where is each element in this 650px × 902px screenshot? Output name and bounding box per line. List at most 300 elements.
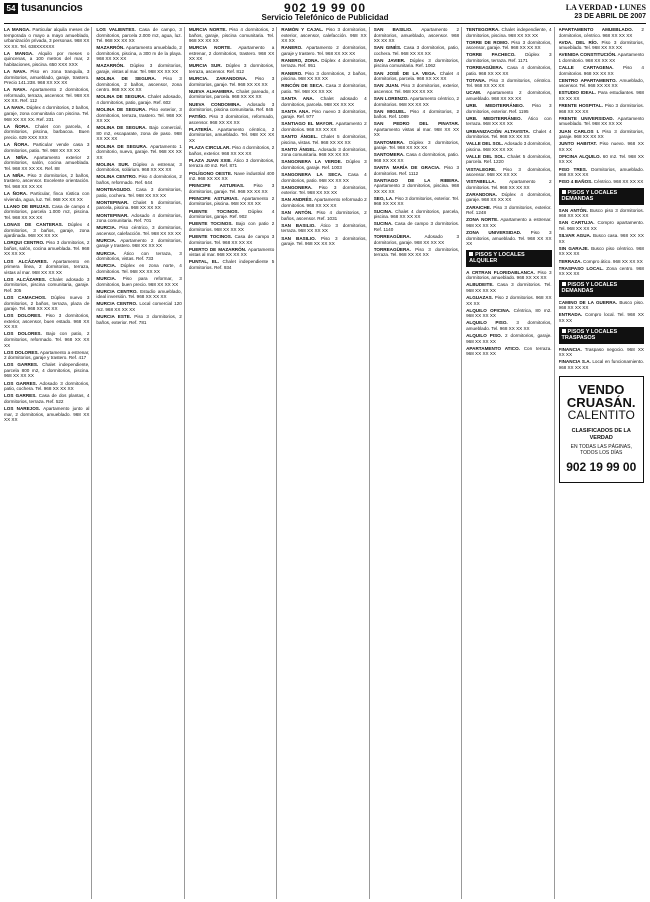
ad-body: Dúplex 4 dormitorios, garaje. 968 XX XX XX	[466, 191, 552, 203]
ad-body: Apartamento 1 dormitorio, nuevo, garaje. Tel. 968 XX XX XX	[96, 143, 182, 160]
ad-body: Apartamento junto al mar, 2 dormitorios, amueblado. 968 XX XX XX	[4, 405, 90, 423]
ad-heading: SAN JAVIER.	[373, 57, 406, 63]
ad-body: Local comercial 120 m2. 968 XX XX XX	[96, 301, 182, 312]
ad-body: Piso 3 dormitorios, garaje. Tel. 968 XX XX XX	[188, 183, 275, 194]
classified-ad	[96, 94, 181, 105]
classified-ad	[374, 83, 459, 94]
ad-heading: PLAZA CIRCULAR.	[188, 145, 231, 151]
ad-body: 3 dormitorios, amueblado. Tel. 968 XX XX XX	[466, 320, 552, 331]
ad-heading: MURCIA NORTE.	[188, 45, 232, 51]
ad-heading: SANGONERA LA SECA.	[281, 172, 343, 178]
ad-body: Local en funcionamiento. 968 XX XX XX	[558, 359, 644, 370]
ad-heading: FRENTE HOSPITAL.	[558, 103, 603, 109]
ad-body: Piso 3 dormitorios, ascensor, garaje. Tel. 968 XX XX XX	[466, 39, 552, 51]
ad-heading: SUCINA.	[373, 208, 393, 214]
ad-body: Piso 4 dormitorios. 968 XX XX XX	[558, 65, 644, 76]
ad-heading: APARTAMENTO AMUEBLADO.	[558, 27, 633, 32]
ad-heading: AVENIDA CONSTITUCIÓN.	[558, 52, 617, 58]
classified-ad	[96, 314, 181, 325]
ad-heading: MOLINA DE SEGURA.	[96, 107, 147, 113]
ad-heading: LOS DOLORES.	[4, 331, 42, 337]
ad-heading: MURCIA ESTE.	[96, 314, 132, 320]
ad-body: Piso 3 dormitorios, exterior, ascensor, calefacción. 968 XX XX XX	[281, 27, 367, 44]
ad-heading: RINCÓN DE SECA.	[281, 83, 324, 89]
ad-body: Piso 3 dormitorios, exterior. Tel. 968 XX XX XX	[281, 184, 367, 196]
ad-heading: TERRAZA.	[558, 258, 582, 264]
classified-ad	[466, 116, 551, 127]
ad-heading: SAN ANTÓN.	[558, 207, 588, 213]
ad-body: Dúplex 3 dormitorios, garaje. Tel. 968 XX XX XX	[373, 139, 460, 151]
classified-ad	[4, 124, 89, 141]
ad-heading: CENTRO APARTAMENTO.	[558, 77, 617, 83]
service-line: Servicio Telefónico de Publicidad	[261, 13, 389, 22]
classified-ad	[466, 308, 551, 319]
classified-ad	[189, 234, 274, 245]
classified-ad	[96, 225, 181, 236]
ad-body: Para estudiantes. 968 XX XX XX	[558, 90, 644, 101]
ad-heading: PUNTAL, EL.	[188, 259, 220, 265]
classified-ad	[189, 76, 274, 87]
ad-heading: MOLINA DE SEGURA.	[96, 125, 147, 131]
ad-heading: PRINCIPE ASTURIAS.	[188, 195, 239, 201]
ad-body: Dúplex a estrenar, 3 dormitorios, solárium. 968 XX XX XX	[96, 161, 182, 173]
classified-ad	[4, 69, 89, 86]
classified-ad	[559, 90, 644, 101]
classified-ad	[374, 221, 459, 232]
ad-body: Apartamento 2 dormitorios. 968 XX XX XX	[281, 121, 367, 132]
ad-body: Busco piso céntrico. 968 XX XX XX	[558, 245, 644, 257]
column-5	[374, 27, 462, 899]
ad-heading: NUEVA ALHAMBRA.	[188, 88, 235, 94]
column-6	[466, 27, 554, 899]
classified-ad	[374, 234, 459, 245]
classified-ad	[4, 350, 89, 361]
ad-heading: LOS GARRES.	[4, 380, 38, 386]
classified-ad	[4, 173, 89, 190]
classified-ad	[4, 331, 89, 348]
ad-body: Chalet 4 dormitorios, parcela. 968 XX XX XX	[373, 70, 460, 82]
ad-body: Piso 3 dormitorios, 2 baños, trastero, ascensor. Excelente orientación. Tel. 968 XX XX XX	[4, 172, 90, 189]
classified-ad	[559, 116, 644, 127]
classified-ad	[4, 155, 89, 172]
ad-heading: PLAZA JUAN XXIII.	[188, 157, 232, 163]
ad-body: Particular, finca rústica con vivienda, agua, luz. Tel. 968 XX XX XX	[4, 191, 90, 202]
ad-body: Apartamento 2 dormitorios, piscina. 968 XX XX XX	[188, 195, 275, 207]
ad-body: Casa de dos plantas, 4 dormitorios, terraza. Ref. 522	[4, 393, 90, 404]
ad-heading: SANTO ÁNGEL.	[281, 134, 318, 140]
classified-ad	[189, 102, 274, 113]
ad-body: Apartamento 1 dormitorio. 968 XX XX XX	[558, 52, 644, 63]
classified-ad	[4, 222, 89, 239]
ad-heading: VISTALEGRE.	[466, 166, 497, 172]
ad-body: Adosado 3 dormitorios, piscina comunitaria. Ref. 845	[188, 101, 275, 113]
classified-ad	[96, 200, 181, 211]
promo-line2: CRUASÁN.	[566, 395, 636, 411]
classified-ad	[96, 63, 181, 74]
classified-ad	[466, 78, 551, 89]
ad-heading: LA NIÑA.	[4, 154, 29, 160]
promo-line6: 902 19 99 00	[566, 460, 637, 475]
ad-heading: ALGUAZAS.	[466, 295, 493, 301]
ad-body: Dúplex 3 dormitorios, garaje, vistas al mar. Tel. 968 XX XX XX	[96, 63, 182, 75]
ad-body: Adosado 3 dormitorios, piscina. 968 XX XX XX	[466, 141, 552, 152]
ad-body: Bajo comercial, 80 m2, escaparate, zona de paso. 968 XX XX XX	[96, 125, 182, 142]
ad-heading: SANTOMERA.	[373, 152, 405, 158]
ad-heading: A CRTRAN FLORIDABLANCA.	[466, 269, 535, 275]
ad-body: Compro ático. 968 XX XX XX	[581, 258, 643, 264]
ad-heading: TOTANA.	[466, 77, 487, 83]
ad-heading: LOS VALIENTES.	[96, 27, 136, 32]
classified-ad	[374, 178, 459, 195]
ad-body: Apartamento 2 dormitorios. Tel. 968 XX XX XX	[466, 179, 552, 190]
column-1	[4, 27, 92, 899]
classified-ad	[281, 210, 366, 221]
ad-body: Piso 3 dormitorios, amueblado. Tel. 968 XX XX XX	[558, 39, 644, 51]
ad-body: Piso nuevo 3 dormitorios, garaje. Ref. 977	[281, 108, 367, 120]
classified-ad	[374, 58, 459, 69]
ad-body: Chalet independiente, 4 dormitorios, piscina. 968 XX XX XX	[466, 27, 552, 38]
ad-body: Piso 3 dormitorios, 2 baños, exterior. Ref. 781	[96, 314, 182, 325]
classified-ad	[559, 52, 644, 63]
classified-ad	[96, 213, 181, 224]
classified-ad	[281, 236, 366, 247]
classified-ad	[96, 76, 181, 93]
classified-ad	[559, 129, 644, 140]
ad-heading: MOLINA DE SEGURA.	[96, 76, 157, 82]
ad-body: Zona centro. 968 XX XX XX	[558, 265, 644, 277]
ad-heading: LA ÑORA.	[4, 123, 30, 129]
ad-heading: FINANCIA S.A.	[558, 359, 591, 365]
classified-ad	[559, 103, 644, 114]
classified-ad	[374, 152, 459, 163]
classified-ad	[374, 209, 459, 220]
classified-ad	[281, 45, 366, 56]
ad-body: Céntrica, 80 m2. 968 XX XX XX	[466, 307, 552, 319]
classified-ad	[96, 162, 181, 173]
ad-heading: SAN BASILIO.	[281, 222, 316, 228]
classified-ad	[559, 27, 644, 38]
ad-heading: SANTO ÁNGEL.	[281, 146, 317, 152]
ad-body: Chalet adosado 4 dormitorios, parcela. 968 XX XX XX	[281, 95, 367, 107]
classified-columns	[4, 27, 646, 899]
classified-ad	[281, 185, 366, 196]
ad-body: Ático con terraza, 3 dormitorios, vistas. Ref. 733	[96, 250, 182, 262]
classified-ad	[189, 27, 274, 44]
classified-ad	[466, 217, 551, 228]
ad-body: Apartamento a estrenar, 2 dormitorios, garaje y trastero. Ref. 417	[4, 349, 90, 361]
ad-heading: LOS GARRES.	[4, 393, 37, 399]
promo-line1: VENDO	[578, 382, 625, 398]
classified-ad	[559, 359, 644, 370]
ad-heading: SAN CARTUJA.	[558, 220, 595, 226]
ad-heading: SANTIAGO DE LA RIBERA.	[373, 177, 460, 183]
section-marker-icon	[562, 282, 566, 286]
classified-ad	[559, 259, 644, 265]
ad-heading: FINANCIA.	[558, 346, 582, 352]
ad-body: Dúplex en zona norte, 4 dormitorios. Tel. 968 XX XX XX	[96, 263, 182, 274]
classified-ad	[4, 204, 89, 221]
ad-heading: APARTAMENTO ATICO.	[466, 345, 520, 351]
ad-heading: UCAM.	[466, 90, 482, 96]
ad-heading: URBANIZACIÓN ALTAVISTA.	[466, 128, 530, 134]
ad-body: Bajo con patio, 2 dormitorios, reformado. Tel. 968 XX XX XX	[4, 331, 90, 348]
section-header	[466, 250, 551, 267]
classified-ad	[559, 233, 644, 244]
section-title: PISOS Y LOCALES TRASPASOS	[561, 328, 618, 342]
classified-ad	[4, 240, 89, 257]
classified-ad	[466, 90, 551, 101]
ad-heading: LOS CAMACHOS.	[4, 294, 47, 300]
classified-ad	[466, 230, 551, 247]
classified-ad	[466, 179, 551, 190]
classified-ad	[281, 121, 366, 132]
classified-ad	[4, 105, 89, 122]
ad-heading: MONTEPINAR.	[96, 212, 129, 218]
classified-ad	[96, 251, 181, 262]
classified-ad	[96, 107, 181, 124]
ad-heading: TENTEGORRA.	[466, 27, 500, 32]
classified-ad	[281, 197, 366, 208]
ad-body: Dúplex 3 dormitorios, terraza, ascensor. Ref. 812	[188, 63, 275, 75]
ad-body: Estudio amueblado, ideal inversión. Tel. 968 XX XX XX	[96, 288, 182, 300]
classified-ad	[466, 192, 551, 203]
classified-ad	[96, 27, 181, 44]
classified-ad	[189, 127, 274, 144]
ad-heading: MURCIA.	[96, 263, 117, 269]
ad-heading: SANGONERA LA VERDE.	[281, 159, 342, 165]
classified-ad	[189, 247, 274, 258]
classified-ad	[374, 96, 459, 107]
classified-ad	[4, 51, 89, 68]
classified-ad	[96, 301, 181, 312]
ad-body: Apartamento 2 dormitorios, piscina. 968 XX XX XX	[373, 183, 460, 194]
ad-heading: PLATERÍA.	[188, 126, 213, 132]
ad-heading: LONAS DE CANTERAS.	[4, 222, 63, 228]
classified-ad	[4, 295, 89, 312]
ad-heading: ZARAICHE.	[466, 204, 492, 210]
ad-body: Adosado 3 dormitorios, garaje. 968 XX XX XX	[373, 233, 460, 245]
classified-ad	[281, 147, 366, 158]
column-4	[281, 27, 369, 899]
ad-heading: MURCIA.	[96, 237, 117, 243]
ad-heading: LOS DOLORES.	[4, 313, 42, 319]
classified-ad	[559, 246, 644, 257]
classified-ad	[281, 83, 366, 94]
ad-body: Piso 3 dormitorios, garaje. Tel. 968 XX XX XX	[188, 76, 275, 87]
ad-heading: SAN ANTÓN.	[281, 210, 313, 216]
ad-body: Casa de campo, 3 dormitorios, parcela 2.000 m2, agua, luz. Tel. 968 XX XX XX	[96, 27, 182, 44]
ad-heading: LOS GARRES.	[4, 362, 39, 368]
ad-body: Dúplex 4 dormitorios, garaje. Ref. 902	[188, 208, 275, 220]
ad-body: Adosado 4 dormitorios, zona comunitaria. Ref. 701	[96, 212, 182, 224]
ad-heading: LA NAVA.	[4, 87, 27, 93]
classified-ad	[96, 276, 181, 287]
classified-ad	[96, 238, 181, 249]
page-header	[4, 2, 646, 24]
ad-body: Chalet independiente, parcela 800 m2, 4 dormitorios, piscina. 968 XX XX XX	[4, 362, 90, 379]
ad-body: Casa 4 dormitorios, patio. 968 XX XX XX	[373, 152, 460, 163]
classified-ad	[559, 266, 644, 277]
ad-heading: RANERO.	[281, 45, 303, 51]
ad-heading: TORRE DE ROMO.	[466, 39, 509, 45]
promo-line5: EN TODAS LAS PÁGINAS, TODOS LOS DÍAS	[570, 444, 632, 457]
classified-ad	[466, 103, 551, 114]
classified-ad	[4, 142, 89, 153]
ad-heading: MURCIA CENTRO.	[96, 288, 138, 294]
ad-body: Piso 3 dormitorios. 968 XX XX XX	[558, 103, 644, 114]
ad-body: Piso 3 dormitorios, céntrico. Tel. 968 XX XX XX	[466, 77, 552, 89]
classified-ad	[374, 121, 459, 138]
ad-body: Dúplex 4 dormitorios, 2 baños, garaje, zona comunitaria con piscina. Tel. 968 XX XX XX. Ref. 231	[4, 105, 90, 122]
classified-ad	[559, 141, 644, 152]
ad-body: Dúplex 3 dormitorios, terraza. Ref. 1171	[466, 52, 552, 63]
ad-heading: ALQUILO PISO.	[466, 320, 508, 326]
ad-heading: TORRE PACHECO.	[466, 52, 516, 58]
page-number: 54	[4, 3, 18, 14]
ad-heading: SAN JOSÉ DE LA VEGA.	[373, 70, 437, 76]
ad-body: Chalet con parcela, 4 dormitorios, piscina, barbacoa. Buen precio. 629 XXX XXX	[4, 123, 90, 140]
ad-heading: PATIÑO.	[188, 114, 207, 120]
ad-heading: RAMÓN Y CAJAL.	[281, 27, 324, 32]
classified-ad	[466, 154, 551, 165]
ad-heading: TORREAGÜERA.	[373, 246, 411, 252]
ad-heading: SUCINA.	[373, 221, 393, 227]
ad-body: Piso 3 dormitorios, exterior. Ref. 1248	[466, 204, 552, 216]
classified-ad	[466, 270, 551, 281]
ad-body: Dormitorios, amueblado. 968 XX XX XX	[558, 166, 644, 178]
ad-body: Chalet 5 dormitorios, parcela. Ref. 1220	[466, 153, 552, 165]
classified-ad	[466, 282, 551, 293]
classified-ad	[96, 144, 181, 161]
classified-ad	[281, 159, 366, 170]
ad-heading: NUEVA CONDOMINA.	[188, 101, 241, 107]
classified-ad	[189, 183, 274, 194]
section-marker-icon	[562, 190, 566, 194]
ad-body: Busco piso. 968 XX XX XX	[558, 299, 644, 311]
ad-heading: MAZARRÓN.	[96, 63, 125, 69]
section-marker-icon	[562, 329, 566, 333]
column-7	[559, 27, 646, 899]
ad-heading: SILVAR AGUA.	[558, 233, 592, 239]
ad-heading: VALLE DEL SOL.	[466, 153, 506, 159]
ad-heading: FRENTE UNIVERSIDAD.	[558, 115, 614, 121]
classified-ad	[281, 58, 366, 69]
ad-heading: SIN GARAJE.	[558, 245, 589, 251]
ad-heading: LOS ALCÁZARES.	[4, 258, 49, 264]
column-3	[189, 27, 277, 899]
classified-ad	[466, 346, 551, 357]
classified-ad	[281, 71, 366, 82]
ad-heading: PUENTE TOCINOS.	[188, 233, 233, 239]
ad-body: Piso nuevo. 968 XX XX XX	[558, 141, 644, 152]
ad-heading: SANTA MARÍA DE GRACIA.	[373, 164, 441, 170]
ad-body: Chalet independiente 5 dormitorios. Ref. 934	[188, 259, 275, 270]
ad-heading: SAN MIGUEL.	[373, 108, 407, 114]
ad-heading: SAN BASILIO.	[373, 27, 413, 32]
ad-heading: SANGONERA.	[281, 184, 313, 190]
ad-body: Piso 3 dormitorios, exterior, ascensor. Tel. 968 XX XX XX	[373, 83, 460, 94]
ad-body: Busco piso 3 dormitorios. 968 XX XX XX	[558, 207, 644, 219]
ad-body: Apartamento 2 dormitorios, amueblado, ascensor. 968 XX XX XX	[373, 27, 460, 44]
ad-body: Apartamento 2 dormitorios, amueblado. 968 XX XX XX	[466, 90, 552, 101]
classified-ad	[559, 65, 644, 76]
ad-body: Apartamento 2 dormitorios, garaje y trastero. Tel. 968 XX XX XX	[281, 45, 367, 56]
ad-body: Apartamento vistas al mar. 968 XX XX XX	[373, 126, 460, 138]
ad-heading: SANTIAGO EL MAYOR.	[281, 121, 334, 127]
ad-body: Piso exterior, 3 dormitorios, terraza, trastero. Tel. 968 XX XX XX	[96, 107, 182, 124]
classified-ad	[374, 45, 459, 56]
ad-body: Dúplex 3 dormitorios, piscina comunitaria. Ref. 1062	[373, 57, 460, 69]
classified-ad	[559, 154, 644, 165]
classified-ad	[559, 347, 644, 358]
ad-heading: ALQUILO OFICINA.	[466, 307, 511, 313]
ad-body: Casa 3 dormitorios. Tel. 968 XX XX XX	[466, 282, 552, 293]
ad-body: Chalet 4 dormitorios, parcela, piscina. 968 XX XX XX	[373, 208, 460, 220]
classified-ad	[189, 209, 274, 220]
ad-heading: MOLINA DE SEGURA.	[96, 94, 146, 100]
ad-body: Apartamento a estrenar. 968 XX XX XX	[466, 217, 552, 228]
classified-ad	[281, 134, 366, 145]
classified-ad	[4, 277, 89, 294]
section-header	[559, 188, 644, 205]
classified-ad	[4, 191, 89, 202]
classified-ad	[559, 78, 644, 89]
column-2	[96, 27, 184, 899]
classified-ad	[559, 312, 644, 323]
ad-heading: LA MANGA.	[4, 27, 31, 32]
classified-ad	[281, 96, 366, 107]
ad-body: Piso 3 dormitorios, garaje. Tel. 968 XX XX XX	[281, 235, 367, 247]
ad-body: Particular vende casa 3 dormitorios, patio. Tel. 968 XX XX XX	[4, 141, 90, 153]
ad-body: 60 m2. Tel. 968 XX XX XX	[558, 153, 644, 165]
classified-ad	[466, 27, 551, 38]
ad-heading: LOS NAREJOS.	[4, 405, 41, 411]
ad-body: Apartamento céntrico, 2 dormitorios. 968 XX XX XX	[373, 95, 460, 107]
ad-body: Casa 3 dormitorios, patio, cochera. Tel. 968 XX XX XX	[96, 187, 182, 198]
classified-ad	[466, 320, 551, 331]
ad-heading: ZONA NORTE.	[466, 217, 499, 223]
ad-heading: SANTA ANA.	[281, 95, 315, 101]
classified-ad	[189, 158, 274, 169]
ad-body: Casa 3 dormitorios, patio. Tel. 968 XX XX XX	[281, 83, 367, 94]
ad-heading: MURCIA SUR.	[188, 63, 222, 69]
ad-body: Dúplex 4 dormitorios, terraza. Ref. 951	[281, 57, 367, 69]
ad-body: Apartamento a estrenar, 2 dormitorios, trastero. 968 XX XX XX	[188, 45, 275, 62]
ad-heading: ZONA UNIVERSIDAD.	[466, 230, 522, 235]
classified-ad	[466, 167, 551, 178]
classified-ad	[4, 313, 89, 330]
ad-body: Piso céntrico, 3 dormitorios, ascensor, calefacción. Tel. 968 XX XX XX	[96, 225, 182, 236]
ad-body: Adosado 3 dormitorios, zona comunitaria. 968 XX XX XX	[281, 146, 367, 158]
ad-heading: LA ÑORA.	[4, 141, 29, 147]
classified-ad	[374, 140, 459, 151]
ad-heading: JUAN CARLOS I.	[558, 128, 600, 134]
ad-body: Apartamento amueblado. Tel. 968 XX XX XX	[558, 115, 644, 127]
ad-heading: LA MANGA.	[4, 50, 34, 56]
ad-body: Apartamento reformado 2 dormitorios. 968 XX XX XX	[281, 197, 367, 209]
classified-ad	[466, 295, 551, 306]
ad-heading: SANTA ANA.	[281, 108, 310, 114]
classified-ad	[374, 196, 459, 207]
ad-heading: PUENTE TOCINOS.	[188, 208, 239, 214]
ad-heading: MURCIA.	[96, 225, 117, 231]
ad-heading: URB. MEDITERRÁNEO.	[466, 103, 524, 109]
ad-heading: OFICINA ALQUILO.	[558, 153, 601, 159]
ad-body: Piso 3 dormitorios, garaje. 968 XX XX XX	[558, 128, 644, 140]
ad-body: Casa 4 dormitorios, patio. 968 XX XX XX	[466, 65, 552, 76]
ad-body: Piso para reformar, 3 dormitorios, buen precio. 968 XX XX XX	[96, 275, 182, 287]
ad-heading: LLANO DE BRUJAS.	[4, 203, 50, 209]
